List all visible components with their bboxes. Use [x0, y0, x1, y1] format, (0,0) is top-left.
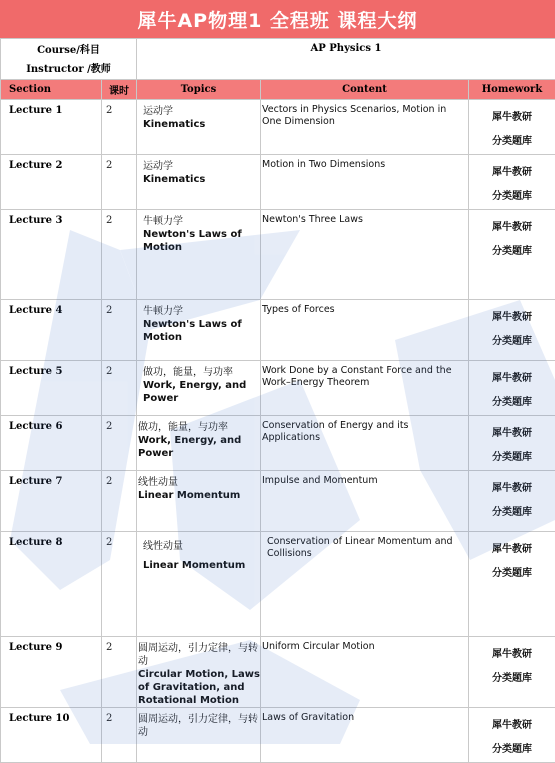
hours-cell: 2 — [102, 471, 137, 532]
content-cell: Vectors in Physics Scenarios, Motion in One Dimension — [261, 100, 469, 155]
content-cell: Newton's Three Laws — [261, 210, 469, 300]
homework-cell — [469, 100, 555, 155]
table-row — [1, 100, 555, 155]
section-cell: Lecture 7 — [1, 471, 102, 532]
hours-cell: 2 — [102, 416, 137, 471]
homework-line-1: 犀牛教研 — [469, 714, 555, 738]
homework-line-2: 分类题库 — [469, 501, 555, 525]
topic-cn: 圆周运动，引力定律，与转动 — [138, 642, 260, 668]
topic-cell — [137, 300, 261, 361]
topic-en: Work, Energy, and Power — [138, 434, 260, 460]
homework-line-2: 分类题库 — [469, 391, 555, 415]
content-cell: Work Done by a Constant Force and the Work–Energy Theorem — [261, 361, 469, 416]
homework-line-2: 分类题库 — [469, 185, 555, 209]
homework-line-1: 犀牛教研 — [469, 216, 555, 240]
syllabus-table — [0, 38, 555, 763]
hours-cell: 2 — [102, 210, 137, 300]
homework-line-2: 分类题库 — [469, 330, 555, 354]
hours-cell: 2 — [102, 100, 137, 155]
page-title: 犀牛AP物理1 全程班 课程大纲 — [137, 6, 417, 33]
section-cell: Lecture 10 — [1, 708, 102, 763]
section-cell: Lecture 9 — [1, 637, 102, 708]
topic-cell — [137, 210, 261, 300]
topic-en: Circular Motion, Laws of Gravitation, and Rotational Motion — [138, 668, 260, 707]
topic-cn: 牛顿力学 — [143, 305, 260, 318]
table-row — [1, 361, 555, 416]
course-value: AP Physics 1 — [137, 39, 555, 80]
section-cell: Lecture 3 — [1, 210, 102, 300]
topic-cn: 线性动量 — [138, 476, 260, 489]
topic-en: Linear Momentum — [143, 556, 260, 575]
course-info-row — [1, 39, 555, 80]
homework-line-1: 犀牛教研 — [469, 106, 555, 130]
topic-cell — [137, 155, 261, 210]
topic-cn: 圆周运动，引力定律，与转动 — [138, 713, 260, 739]
topic-en: Kinematics — [143, 173, 260, 186]
content-cell: Conservation of Energy and its Applications — [261, 416, 469, 471]
topic-en: Kinematics — [143, 118, 260, 131]
content-cell: Impulse and Momentum — [261, 471, 469, 532]
homework-line-2: 分类题库 — [469, 446, 555, 470]
table-row — [1, 300, 555, 361]
topic-en: Newton's Laws of Motion — [143, 228, 260, 254]
topic-cell — [137, 637, 261, 708]
homework-line-1: 犀牛教研 — [469, 367, 555, 391]
homework-line-1: 犀牛教研 — [469, 538, 555, 562]
homework-cell — [469, 361, 555, 416]
topic-cn: 运动学 — [143, 105, 260, 118]
topic-cell — [137, 416, 261, 471]
section-cell: Lecture 8 — [1, 532, 102, 637]
instructor-label: Instructor /教师 — [1, 60, 136, 79]
topic-cell — [137, 532, 261, 637]
section-column-header: Section — [1, 80, 102, 100]
homework-cell — [469, 416, 555, 471]
topic-cn: 运动学 — [143, 160, 260, 173]
homework-cell — [469, 708, 555, 763]
table-row — [1, 416, 555, 471]
homework-cell — [469, 155, 555, 210]
homework-cell — [469, 637, 555, 708]
homework-line-1: 犀牛教研 — [469, 306, 555, 330]
table-row — [1, 210, 555, 300]
topic-en: Work, Energy, and Power — [143, 379, 260, 405]
homework-line-2: 分类题库 — [469, 738, 555, 762]
hours-cell: 2 — [102, 300, 137, 361]
topic-cn: 做功，能量，与功率 — [138, 421, 260, 434]
section-cell: Lecture 1 — [1, 100, 102, 155]
hours-cell: 2 — [102, 155, 137, 210]
topic-cell — [137, 361, 261, 416]
topic-cell — [137, 100, 261, 155]
content-column-header: Content — [261, 80, 469, 100]
hours-cell: 2 — [102, 637, 137, 708]
homework-line-2: 分类题库 — [469, 130, 555, 154]
table-header-row — [1, 80, 555, 100]
hours-cell: 2 — [102, 532, 137, 637]
section-cell: Lecture 4 — [1, 300, 102, 361]
homework-line-2: 分类题库 — [469, 562, 555, 586]
topic-en: Linear Momentum — [138, 489, 260, 502]
content-cell: Conservation of Linear Momentum and Collisions — [261, 532, 469, 637]
course-instructor-labels — [1, 39, 137, 80]
hours-column-header: 课时 — [102, 80, 137, 100]
section-cell: Lecture 5 — [1, 361, 102, 416]
homework-cell — [469, 210, 555, 300]
homework-line-1: 犀牛教研 — [469, 422, 555, 446]
course-label: Course/科目 — [1, 41, 136, 60]
homework-line-2: 分类题库 — [469, 667, 555, 691]
section-cell: Lecture 6 — [1, 416, 102, 471]
table-row — [1, 532, 555, 637]
content-cell: Types of Forces — [261, 300, 469, 361]
topic-cn: 牛顿力学 — [143, 215, 260, 228]
topic-cn: 做功，能量，与功率 — [143, 366, 260, 379]
content-cell: Uniform Circular Motion — [261, 637, 469, 708]
topics-column-header: Topics — [137, 80, 261, 100]
title-bar — [0, 0, 555, 38]
hours-cell: 2 — [102, 361, 137, 416]
homework-column-header: Homework — [469, 80, 555, 100]
homework-cell — [469, 471, 555, 532]
topic-en: Newton's Laws of Motion — [143, 318, 260, 344]
homework-line-2: 分类题库 — [469, 240, 555, 264]
topic-cn: 线性动量 — [143, 537, 260, 556]
homework-cell — [469, 532, 555, 637]
section-cell: Lecture 2 — [1, 155, 102, 210]
homework-cell — [469, 300, 555, 361]
table-row — [1, 471, 555, 532]
topic-cell — [137, 708, 261, 763]
table-row — [1, 637, 555, 708]
hours-cell: 2 — [102, 708, 137, 763]
table-row — [1, 708, 555, 763]
homework-line-1: 犀牛教研 — [469, 643, 555, 667]
content-cell: Laws of Gravitation — [261, 708, 469, 763]
table-row — [1, 155, 555, 210]
homework-line-1: 犀牛教研 — [469, 161, 555, 185]
topic-cell — [137, 471, 261, 532]
content-cell: Motion in Two Dimensions — [261, 155, 469, 210]
homework-line-1: 犀牛教研 — [469, 477, 555, 501]
